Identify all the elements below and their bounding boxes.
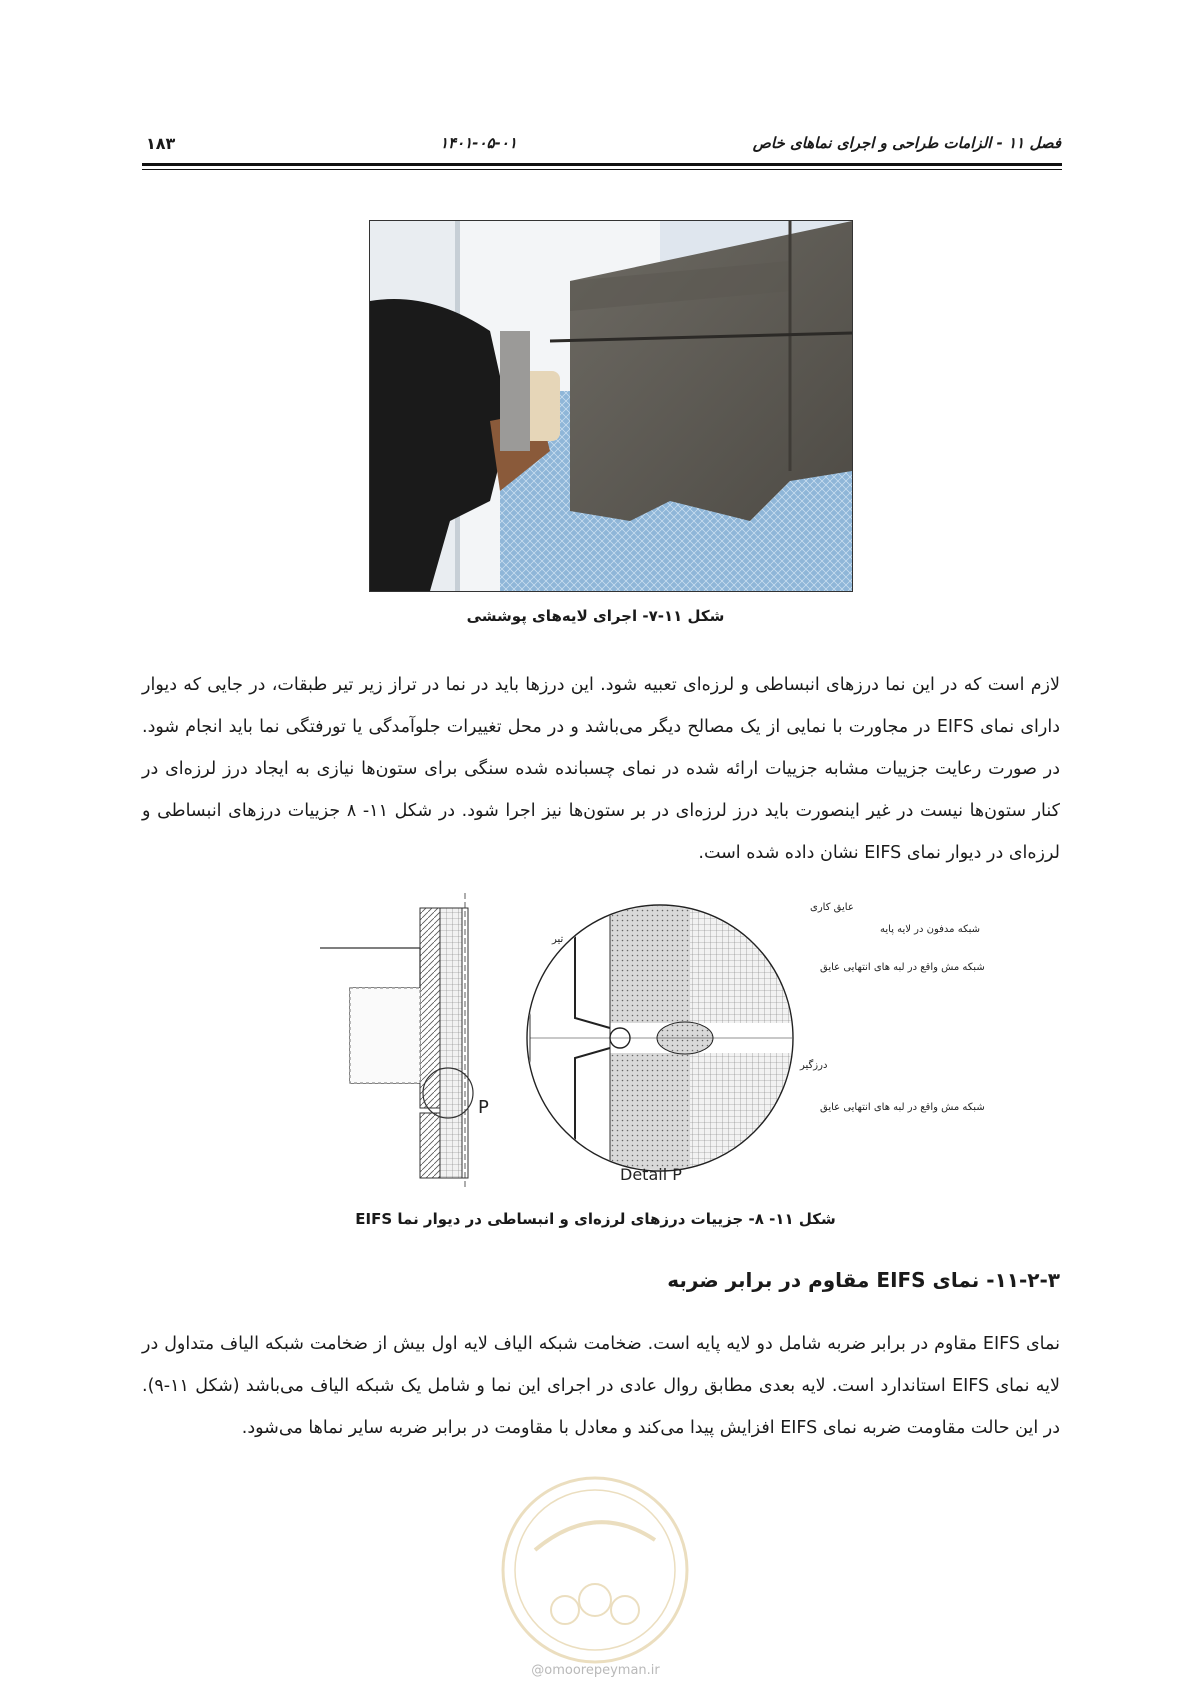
label-insulation: عایق کاری: [810, 902, 854, 913]
label-base-mesh: شبکه مدفون در لایه پایه: [880, 924, 980, 935]
label-beam: تیر: [552, 934, 564, 945]
chapter-title: فصل ۱۱ - الزامات طراحی و اجرای نماهای خاص: [752, 134, 1061, 152]
header-date: ۱۴۰۱-۰۵-۰۱: [440, 134, 517, 152]
photo-illustration: [370, 221, 852, 591]
label-joint-filler: درزگیر: [800, 1060, 828, 1071]
watermark-site: @omoorepeyman.ir: [531, 1663, 660, 1678]
header-rule-thin: [142, 169, 1062, 170]
detail-title: Detail P: [620, 1165, 682, 1184]
figure-caption-2: شکل ۱۱- ۸- جزییات درزهای لرزه‌ای و انبساطی در دیوار نما EIFS: [355, 1210, 836, 1228]
body-paragraph: لازم است که در این نما درزهای انبساطی و لرزه‌ای تعبیه شود. این درزها باید در نما در تراز زیر تیر طبقات، در جایی که دیوار دارای نمای EIFS در مجاورت با نمایی از یک مصالح دیگر می‌باشد و در محل تغییرات جلوآمدگی یا تورفتگی نما باید انجام شود. در صورت رعایت جزییات مشابه جزییات ارائه شده در نمای چسبانده شده سنگی برای ستون‌ها نیازی به ایجاد درز لرزه‌ای در کنار ستون‌ها نیست در غیر اینصورت باید درز لرزه‌ای در بر ستون‌ها نیز اجرا شود. در شکل ۱۱- ۸ جزییات درزهای انبساطی و لرزه‌ای در دیوار نمای EIFS نشان داده شده است.: [142, 675, 1061, 863]
section-heading: ۱۱-۲-۳- نمای EIFS مقاوم در برابر ضربه: [667, 1268, 1060, 1292]
detail-circle: [527, 903, 800, 1184]
coating-layers-photo: [369, 220, 853, 592]
joint-detail-diagram: [320, 888, 985, 1193]
svg-text:P: P: [478, 1097, 489, 1118]
watermark-logo: [495, 1470, 695, 1670]
wall-section: [320, 893, 489, 1188]
figure-caption: شکل ۱۱-۷- اجرای لایه‌های پوششی: [466, 607, 725, 625]
label-mesh-bottom: شبکه مش واقع در لبه های انتهایی عایق: [820, 1102, 985, 1113]
label-mesh-top: شبکه مش واقع در لبه های انتهایی عایق: [820, 962, 985, 973]
body-paragraph-2: نمای EIFS مقاوم در برابر ضربه شامل دو لایه پایه است. ضخامت شبکه الیاف لایه اول بیش از ضخامت شبکه الیاف متداول در لایه نمای EIFS استاندارد است. لایه بعدی مطابق روال عادی در اجرای این نما و شامل یک شبکه الیاف می‌باشد (شکل ۱۱-۹). در این حالت مقاومت ضربه نمای EIFS افزایش پیدا می‌کند و معادل با مقاومت در برابر ضربه سایر نماها می‌شود.: [142, 1334, 1060, 1438]
header-rule-thick: [142, 163, 1062, 166]
page-number: ۱۸۳: [146, 134, 176, 153]
